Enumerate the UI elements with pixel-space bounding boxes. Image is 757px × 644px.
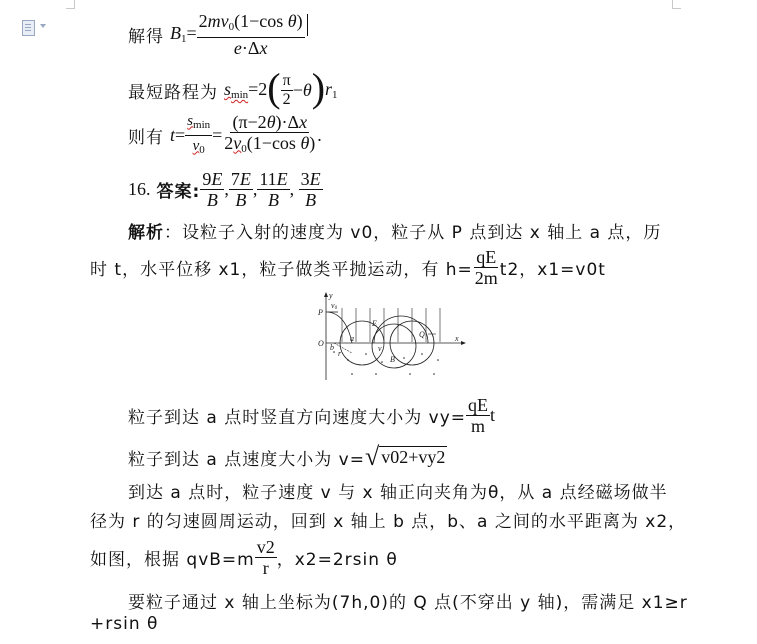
- line-smin: 最短路程为 $s_{min}=2$ ( $\frac{\pi}{2}$ −θ ) $r_1$: [128, 65, 338, 110]
- fraction-t: $\frac{(\pi-2\theta)\cdot\Delta x}{2v_0(1-\cos \theta)}$: [224, 111, 316, 155]
- text-label: 解得: [128, 26, 164, 47]
- paragraph-4-line-1: 要粒子通过 x 轴上坐标为(7h,0)的 Q 点(不穿出 y 轴)，需满足 x1≥r: [128, 593, 688, 613]
- sqrt-radicand: v02+vy2: [381, 447, 446, 467]
- paragraph-v: 粒子到达 a 点速度大小为 v= √ v02+vy2: [128, 442, 446, 471]
- paragraph-3-line-1: 到达 a 点时，粒子速度 v 与 x 轴正向夹角为θ，从 a 点经磁场做半: [128, 483, 668, 503]
- question-number: 16.: [128, 178, 151, 199]
- fraction-denominator: e·Δx: [233, 37, 268, 58]
- analysis-line-1: 解析：设粒子入射的速度为 v0，粒子从 P 点到达 x 轴上 a 点，历: [128, 223, 662, 243]
- label-v: v: [378, 344, 382, 353]
- answer-line: 16. 答案: $\frac{9E}{B}$ , $\frac{7E}{B}$ , $\frac{11E}{B}$ , $\frac{3E}{B}$: [128, 168, 321, 210]
- fraction-qe-2m: $\frac{qE}{2m}$: [474, 246, 498, 288]
- answer-fraction: $\frac{11E}{B}$: [259, 168, 288, 210]
- paragraph-vy: 粒子到达 a 点时竖直方向速度大小为 vy= $\frac{qE}{m}$ t: [128, 394, 496, 436]
- fraction-smin-v0: $\frac{s_{min}}{v_0}$: [187, 112, 211, 156]
- paragraph-3-line-2: 径为 r 的匀速圆周运动，回到 x 轴上 b 点，b、a 之间的水平距离为 x2，: [90, 512, 687, 532]
- label-b-field: B: [390, 355, 395, 364]
- label-r: r: [338, 349, 342, 358]
- label-e: E: [372, 319, 377, 328]
- page-corner-mark: [672, 0, 681, 9]
- document-icon[interactable]: [22, 20, 35, 36]
- label-b: b: [330, 343, 334, 352]
- label-q: Q: [419, 330, 425, 339]
- fraction-qe-m: $\frac{qE}{m}$: [468, 394, 488, 436]
- physics-diagram: [312, 290, 472, 384]
- label-x: x: [455, 334, 459, 343]
- answer-fraction: $\frac{9E}{B}$: [202, 168, 223, 210]
- fraction-v2-r: $\frac{v2}{r}$: [256, 536, 275, 578]
- answer-label: 答案:: [156, 181, 201, 202]
- label-p: P: [318, 308, 323, 317]
- sqrt-symbol: √: [364, 442, 380, 471]
- page-corner-mark: [66, 0, 75, 9]
- line-t: 则有 t= $\frac{s_{min}}{v_0}$ = $\frac{(\pi-2\theta)\cdot\Delta x}{2v_0(1-\cos \theta)}$ .: [128, 110, 322, 160]
- analysis-line-2: 时 t，水平位移 x1，粒子做类平抛运动，有 h= $\frac{qE}{2m}$ t2，x1=v0t: [90, 246, 606, 288]
- label-y: y: [329, 291, 333, 300]
- dropdown-caret-icon[interactable]: [40, 24, 46, 28]
- fraction-pi-half: $\frac{\pi}{2}$: [282, 71, 291, 108]
- paragraph-4-line-2: +rsin θ: [90, 614, 159, 634]
- label-v0: v0: [331, 301, 338, 311]
- answer-fraction: $\frac{3E}{B}$: [300, 168, 321, 210]
- label-o: O: [318, 339, 324, 348]
- fraction-numerator: $2mv_0(1-\cos$ θ): [197, 11, 305, 38]
- line-b1: 解得 $B_1=$ $\frac{2mv_0(1-\cos \theta)}{e\cdot\Delta x}$: [128, 8, 308, 60]
- text-label: 最短路程为: [128, 82, 218, 103]
- paragraph-3-line-3: 如图，根据 qvB=m $\frac{v2}{r}$ ，x2=2rsin θ: [90, 536, 398, 578]
- text-cursor: [307, 14, 308, 36]
- answer-fraction: $\frac{7E}{B}$: [230, 168, 251, 210]
- fraction-b1: [197, 11, 305, 58]
- text-label: 则有: [128, 127, 164, 148]
- label-a: a: [350, 334, 354, 343]
